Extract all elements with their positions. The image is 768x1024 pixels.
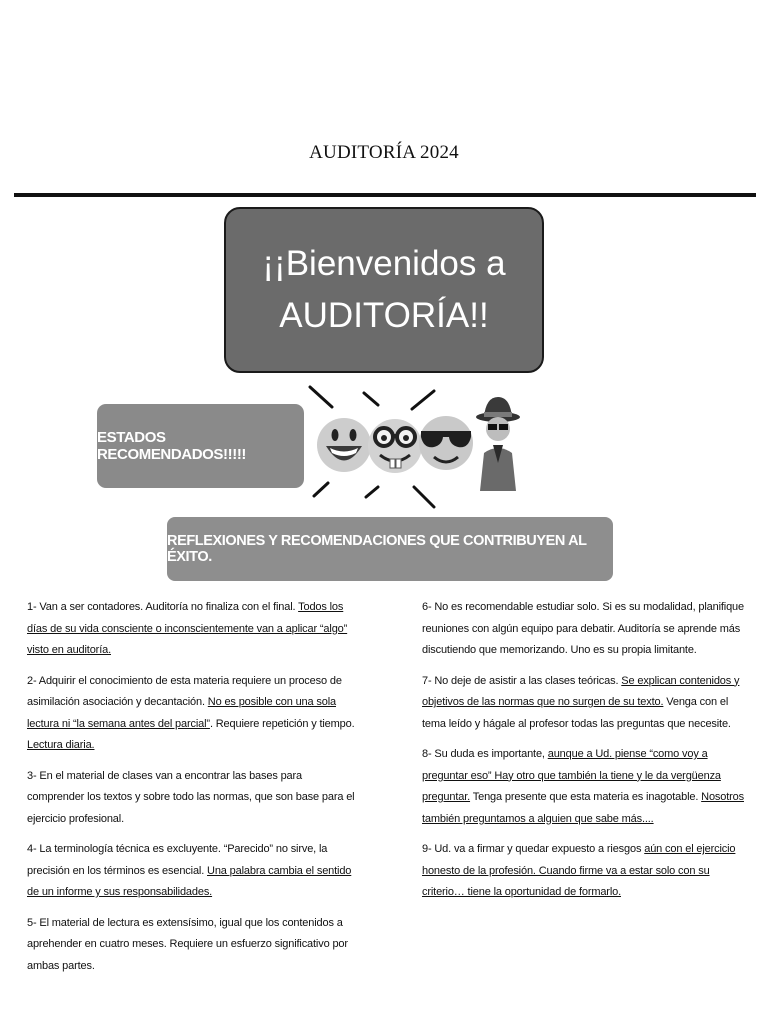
- title-divider: [14, 193, 756, 197]
- welcome-line-2: AUDITORÍA!!: [279, 296, 489, 335]
- underlined-text: Nosotros también preguntamos a alguien que sabe más....: [422, 791, 744, 825]
- recommendation-item: [422, 597, 744, 662]
- underlined-text: Se explican contenidos y objetivos de las normas que no surgen de su texto.: [422, 674, 740, 708]
- item-text: Tenga presente que esta materia es inagotable.: [470, 791, 702, 803]
- item-text: Venga con el tema leído y hágale al profesor todas las preguntas que necesite.: [422, 696, 731, 730]
- emoji-strip: [308, 383, 540, 509]
- underlined-text: Todos los días de su vida consciente o inconscientemente van a aplicar “algo” visto en auditoría.: [27, 601, 348, 656]
- recommendation-item: [422, 839, 744, 904]
- sunglasses-face-icon: [419, 416, 473, 470]
- item-text: 1- Van a ser contadores. Auditoría no finaliza con el final.: [27, 601, 299, 613]
- underlined-text: Una palabra cambia el sentido de un informe y sus responsabilidades.: [27, 864, 352, 898]
- right-recommendations-column: [422, 597, 744, 913]
- reflections-banner: [167, 517, 613, 581]
- underlined-text: Lectura diaria.: [27, 739, 95, 751]
- nerd-face-icon: [368, 419, 422, 473]
- left-recommendations-column: [27, 597, 357, 986]
- grinning-face-icon: [317, 418, 371, 472]
- item-text: 4- La terminología técnica es excluyente. “Parecido” no sirve, la precisión en los términos es esencial.: [27, 843, 328, 877]
- recommended-states-text: ESTADOS RECOMENDADOS!!!!!: [97, 429, 247, 463]
- welcome-banner: [224, 207, 544, 373]
- item-text: 6- No es recomendable estudiar solo. Si es su modalidad, planifique reuniones con algún equipo para debatir. Auditoría se aprende más discutiendo que memorizando. Uno es su propia limitante.: [422, 601, 744, 656]
- item-text: 3- En el material de clases van a encontrar las bases para comprender los textos y sobre todo las normas, que son base para el ejercicio profesional.: [27, 769, 355, 825]
- item-text: 2- Adquirir el conocimiento de esta materia requiere un proceso de asimilación asociación y decantación.: [27, 674, 342, 708]
- recommendation-item: [27, 671, 357, 757]
- item-text: . Requiere repetición y tiempo.: [209, 717, 355, 730]
- recommended-states-label: [97, 404, 304, 488]
- recommendation-item: [27, 597, 357, 662]
- recommendation-item: [27, 839, 357, 904]
- item-text: 8- Su duda es importante,: [422, 748, 548, 760]
- recommendation-item: [422, 744, 744, 830]
- underlined-text: aunque a Ud. piense “como voy a preguntar eso” Hay otro que también la tiene y le da vergüenza preguntar.: [422, 748, 721, 803]
- underlined-text: aún con el ejercicio honesto de la profesión. Cuando firme va a estar solo con su criterio… tiene la oportunidad de formarlo.: [422, 843, 736, 898]
- reflections-banner-text: REFLEXIONES Y RECOMENDACIONES QUE CONTRIBUYEN AL ÉXITO.: [167, 533, 587, 565]
- welcome-line-1: ¡¡Bienvenidos a: [262, 243, 506, 283]
- item-text: 5- El material de lectura es extensísimo, igual que los contenidos a aprehender en cuatro meses. Requiere un esfuerzo significativo por ambas partes.: [27, 916, 348, 972]
- recommendation-item: [27, 766, 357, 831]
- item-text: 7- No deje de asistir a las clases teóricas.: [422, 674, 622, 687]
- underlined-text: No es posible con una sola lectura ni “la semana antes del parcial”: [27, 696, 336, 730]
- detective-icon: [476, 397, 520, 491]
- document-title: AUDITORÍA 2024: [309, 142, 459, 163]
- recommendation-item: [27, 913, 357, 978]
- recommendation-item: [422, 671, 744, 736]
- item-text: 9- Ud. va a firmar y quedar expuesto a riesgos: [422, 843, 645, 855]
